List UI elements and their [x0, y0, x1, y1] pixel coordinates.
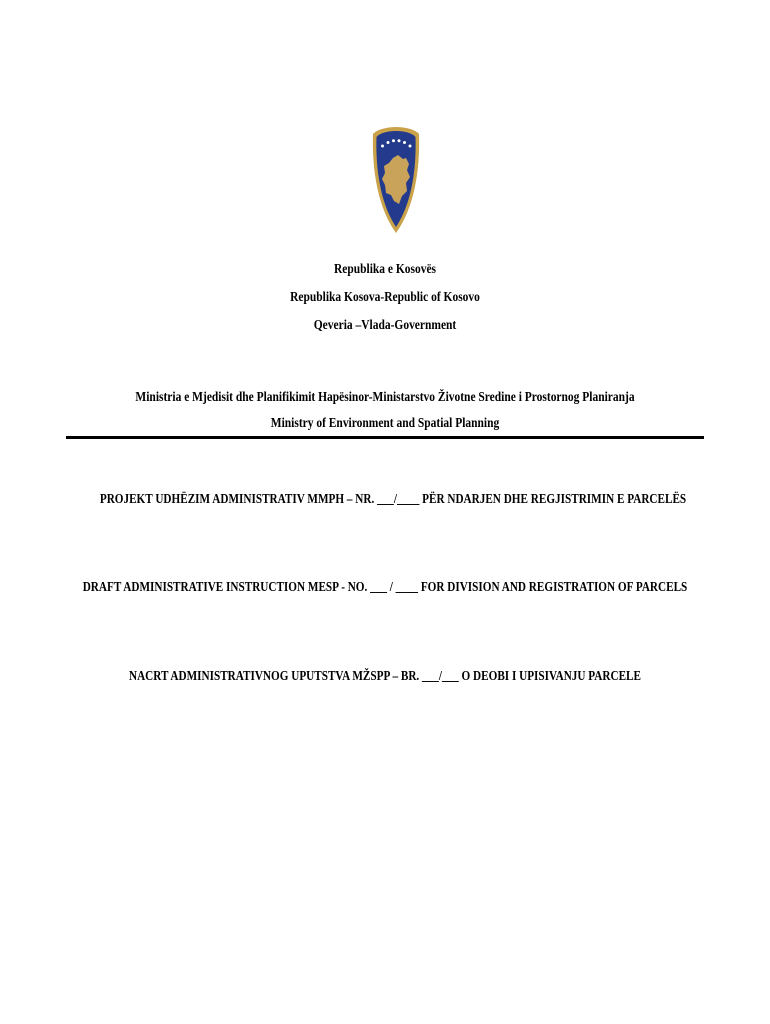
- ministry-name-english: Ministry of Environment and Spatial Planning: [270, 416, 500, 431]
- document-title-serbian: NACRT ADMINISTRATIVNOG UPUTSTVA MŽSPP – BR. ___/___ O DEOBI I UPISIVANJU PARCELE: [129, 669, 641, 684]
- ministry-name-albanian-serbian: Ministria e Mjedisit dhe Planifikimit Hapësinor-Ministarstvo Životne Sredine i Prostornog Planiranja: [135, 390, 635, 405]
- republic-name-albanian: Republika e Kosovës: [333, 262, 437, 277]
- government-line: Qeveria –Vlada-Government: [313, 318, 457, 333]
- kosovo-coat-of-arms-icon: [372, 125, 420, 235]
- document-title-english: DRAFT ADMINISTRATIVE INSTRUCTION MESP - NO. ___ / ____ FOR DIVISION AND REGISTRATION OF PARCELS: [82, 580, 688, 595]
- republic-name-serbian-english: Republika Kosova-Republic of Kosovo: [290, 290, 480, 305]
- header-divider: [66, 436, 704, 439]
- document-title-albanian: PROJEKT UDHËZIM ADMINISTRATIV MMPH – NR. ___/____ PËR NDARJEN DHE REGJISTRIMIN E PARCELËS: [99, 492, 687, 507]
